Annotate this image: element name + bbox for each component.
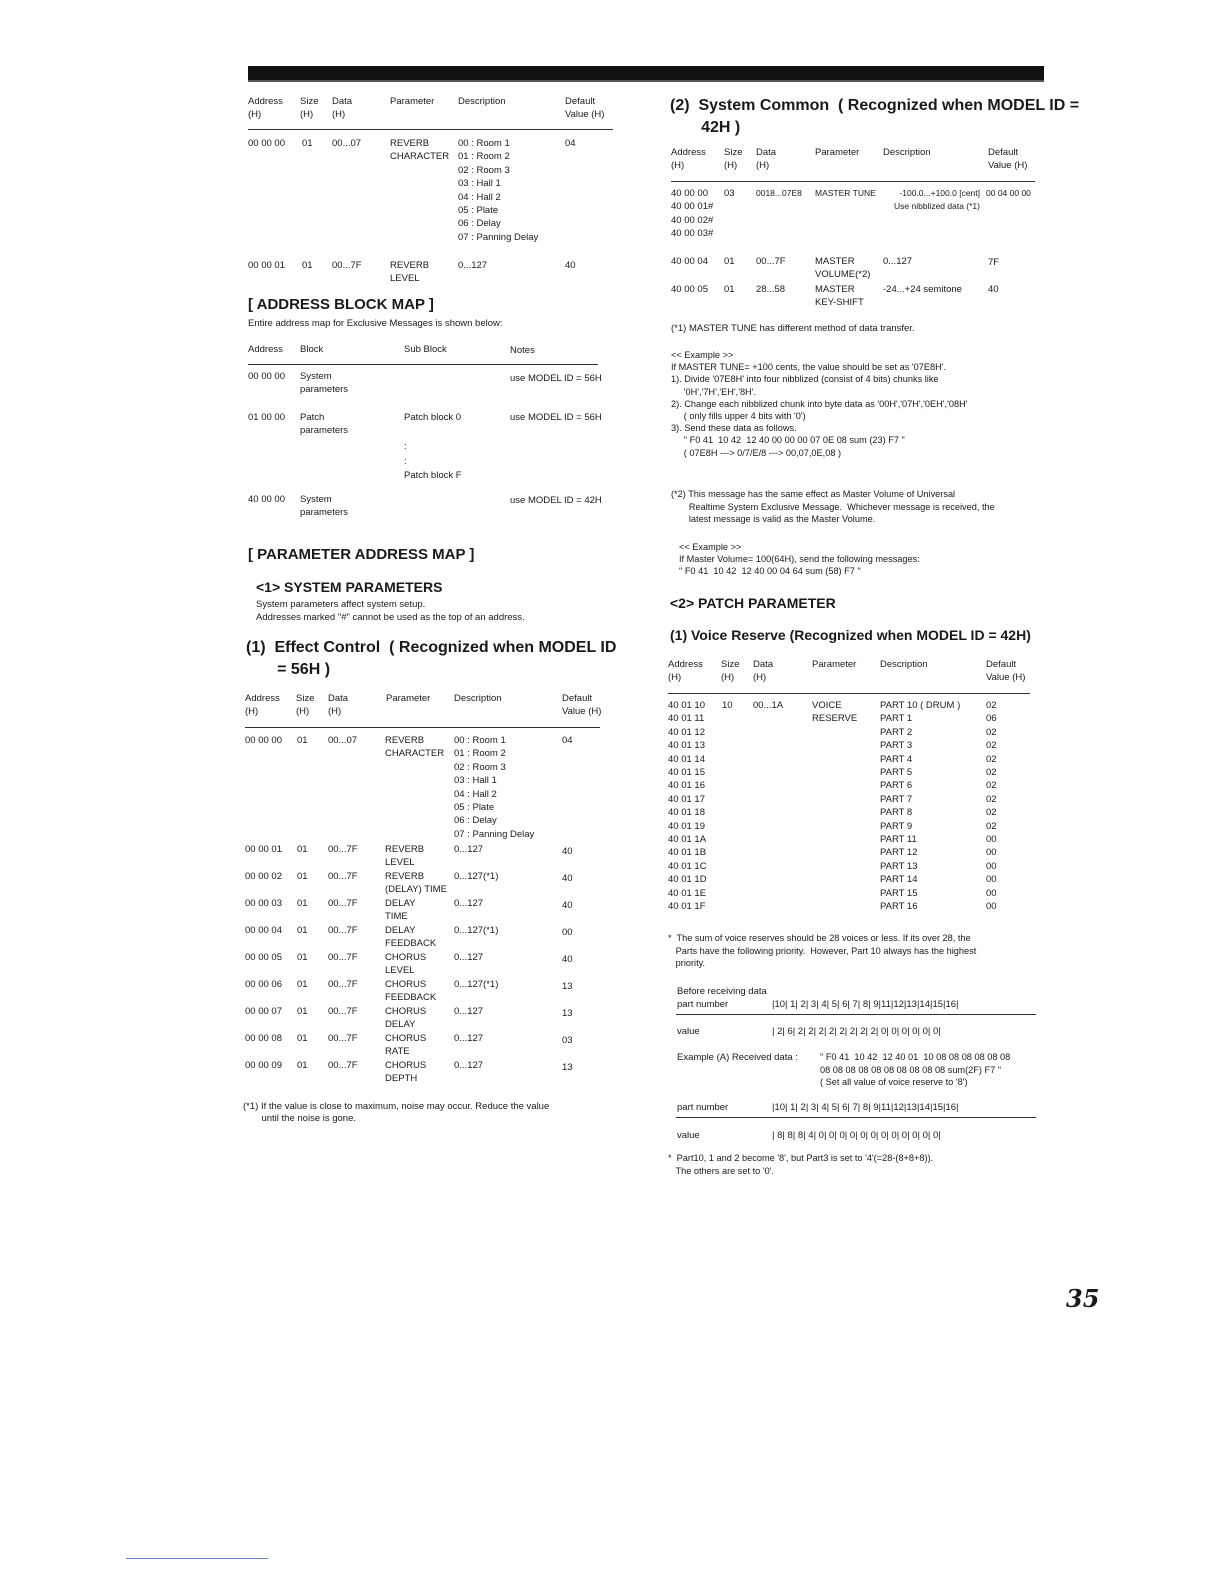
cell-notes: use MODEL ID = 56H <box>510 373 602 384</box>
cell-description: 0...127 <box>454 1060 484 1071</box>
col-description: Description <box>880 659 928 670</box>
col-parameter: Parameter <box>386 693 431 704</box>
cell-default: 04 <box>562 735 573 746</box>
cell-description: -100.0...+100.0 [cent] Use nibblized data (*1) <box>894 188 980 212</box>
col-notes: Notes <box>510 345 535 356</box>
col-parameter: Parameter <box>815 147 860 158</box>
cell-size: 01 <box>297 898 308 909</box>
divider <box>668 693 1030 694</box>
cell-description: 0...127(*1) <box>454 871 499 882</box>
example-a-label: Example (A) Received data : <box>677 1052 798 1063</box>
cell-size: 01 <box>297 1060 308 1071</box>
cell-size: 03 <box>724 188 735 199</box>
col-address: Address (H) <box>668 659 703 683</box>
cell-default: 7F <box>988 257 1000 268</box>
cell-address: 00 00 08 <box>245 1033 282 1044</box>
cell-size: 01 <box>297 979 308 990</box>
cell-description: 0...127 <box>454 952 484 963</box>
divider <box>671 181 1035 182</box>
cell-description: 0...127 <box>883 256 913 267</box>
cell-size: 01 <box>724 256 735 267</box>
cell-size: 01 <box>297 1006 308 1017</box>
patch-parameter-title: <2> PATCH PARAMETER <box>670 595 836 611</box>
col-parameter: Parameter <box>812 659 857 670</box>
cell-data: 00...7F <box>328 898 358 909</box>
cell-data: 00...7F <box>328 844 358 855</box>
address-block-map-title: [ ADDRESS BLOCK MAP ] <box>248 296 434 313</box>
cell-parameter: REVERB LEVEL <box>390 260 430 285</box>
cell-parameter: REVERB CHARACTER <box>390 138 450 163</box>
cell-parameter: CHORUS RATE <box>385 1033 427 1058</box>
cell-parameter: REVERB (DELAY) TIME <box>385 871 447 896</box>
col-address: Address (H) <box>248 96 283 120</box>
cell-address: 00 00 05 <box>245 952 282 963</box>
cell-data: 28...58 <box>756 284 786 295</box>
header-rule-thin <box>248 80 1044 82</box>
system-parameters-text: System parameters affect system setup. <box>256 599 426 610</box>
col-default: Default Value (H) <box>988 147 1028 171</box>
cell-default: 40 <box>562 846 573 857</box>
cell-parameter: CHORUS DEPTH <box>385 1060 427 1085</box>
address-block-map-intro: Entire address map for Exclusive Messages is shown below: <box>248 318 503 329</box>
cell-description: 0...127(*1) <box>454 925 499 936</box>
footer-rule <box>126 1558 268 1559</box>
master-tune-note: (*1) MASTER TUNE has different method of data transfer. <box>671 323 915 334</box>
cell-description: 0...127 <box>454 1033 484 1044</box>
col-size: Size (H) <box>724 147 743 171</box>
cell-description: 00 : Room 1 01 : Room 2 02 : Room 3 03 : Hall 1 04 : Hall 2 05 : Plate 06 : Delay 07 : Panning Delay <box>454 735 535 840</box>
cell-parameter: VOICE RESERVE <box>812 700 858 725</box>
cell-address: 00 00 02 <box>245 871 282 882</box>
cell-address: 40 00 05 <box>671 284 708 295</box>
example-a-data: " F0 41 10 42 12 40 01 10 08 08 08 08 08 08 08 08 08 08 08 08 08 08 08 08 sum(2F) F7 " ( Set all value of voice reserve to '8') <box>820 1052 1011 1087</box>
value-label: value <box>677 1026 700 1037</box>
col-sub-block: Sub Block <box>404 344 447 355</box>
cell-block: Patch parameters <box>300 412 349 437</box>
col-size: Size (H) <box>296 693 315 717</box>
cell-address: 40 00 04 <box>671 256 708 267</box>
cell-data: 00...7F <box>328 979 358 990</box>
cell-parameter: DELAY FEEDBACK <box>385 925 437 950</box>
col-default: Default Value (H) <box>986 659 1026 683</box>
cell-size: 01 <box>297 844 308 855</box>
cell-data: 00...7F <box>756 256 786 267</box>
divider <box>676 1014 1036 1015</box>
system-common-title: (2) System Common ( Recognized when MODEL ID = 42H ) <box>670 97 1080 136</box>
col-address: Address (H) <box>245 693 280 717</box>
cell-size: 01 <box>297 925 308 936</box>
before-receiving: Before receiving data <box>677 986 767 997</box>
cell-description: 0...127 <box>454 844 484 855</box>
part-number-label: part number <box>677 1102 729 1113</box>
col-address: Address <box>248 344 283 355</box>
col-description: Description <box>883 147 931 158</box>
cell-address: 40 00 00 <box>248 494 285 505</box>
cell-size: 01 <box>302 138 313 149</box>
cell-address: 00 00 03 <box>245 898 282 909</box>
cell-size: 01 <box>297 871 308 882</box>
page-number: 35 <box>1066 1284 1100 1313</box>
cell-default: 40 <box>988 284 999 295</box>
col-description: Description <box>458 96 506 107</box>
cell-sub-block: Patch block 0 : : Patch block F <box>404 412 462 481</box>
cell-address: 40 01 10 40 01 11 40 01 12 40 01 13 40 01 14 40 01 15 40 01 16 40 01 17 40 01 18 40 01 19 40 01 1A 40 01 1B 40 01 1C 40 01 1D 40 01 1E 40 01 1F <box>668 700 707 913</box>
example-master-tune: << Example >> If MASTER TUNE= +100 cents, the value should be set as '07E8H'. 1). Divide '07E8H' into four nibblized (consist of 4 bits) chunks like '0H','7H','EH','8H'. 2). Change each nibblized chunk into byte data as '00H','07H','0EH','08H' ( only fills upper 4 bits with '0') 3). Send these data as follows. " F0 41 10 42 12 40 00 00 00 07 0E 08 sum (23) F7 " ( 07E8H ---> 0/7/E/8 ---> 00,07,0E,08 ) <box>671 350 968 458</box>
parameter-address-map-title: [ PARAMETER ADDRESS MAP ] <box>248 546 475 563</box>
cell-address: 01 00 00 <box>248 412 285 423</box>
col-data: Data (H) <box>753 659 774 683</box>
col-data: Data (H) <box>328 693 349 717</box>
cell-data: 00...7F <box>328 1033 358 1044</box>
divider <box>245 727 600 728</box>
divider <box>248 129 613 130</box>
example-master-volume: << Example >> If Master Volume= 100(64H), send the following messages: " F0 41 10 42 12 40 00 04 64 sum (58) F7 " <box>679 542 920 576</box>
cell-address: 00 00 09 <box>245 1060 282 1071</box>
cell-default: 13 <box>562 1062 573 1073</box>
voice-reserve-note: * The sum of voice reserves should be 28 voices or less. If its over 28, the Parts have the following priority. However, Part 10 always has the highest priority. <box>668 933 977 968</box>
cell-parameter: MASTER VOLUME(*2) <box>815 256 871 281</box>
cell-data: 00...7F <box>328 952 358 963</box>
cell-data: 00...7F <box>332 260 362 271</box>
cell-default: 04 <box>565 138 576 149</box>
cell-default: 13 <box>562 981 573 992</box>
cell-data: 00...1A <box>753 700 784 711</box>
cell-size: 01 <box>297 735 308 746</box>
value-values: | 2| 6| 2| 2| 2| 2| 2| 2| 2| 2| 0| 0| 0| 0| 0| 0| <box>772 1026 941 1037</box>
cell-default: 00 <box>562 927 573 938</box>
cell-data: 00...7F <box>328 1006 358 1017</box>
cell-block: System parameters <box>300 494 349 519</box>
col-data: Data (H) <box>332 96 353 120</box>
effect-note: (*1) If the value is close to maximum, noise may occur. Reduce the value until the noise is gone. <box>243 1101 550 1124</box>
voice-reserve-title: (1) Voice Reserve (Recognized when MODEL ID = 42H) <box>670 627 1031 643</box>
cell-address: 00 00 04 <box>245 925 282 936</box>
cell-address: 40 00 00 40 00 01# 40 00 02# 40 00 03# <box>671 188 714 240</box>
system-parameters-note: Addresses marked "#" cannot be used as the top of an address. <box>256 612 525 623</box>
cell-default: 00 04 00 00 <box>986 188 1031 198</box>
cell-address: 00 00 00 <box>248 371 285 382</box>
cell-default: 40 <box>562 954 573 965</box>
cell-data: 00...7F <box>328 871 358 882</box>
master-volume-note: (*2) This message has the same effect as Master Volume of Universal Realtime System Exclusive Message. Whichever message is received, the latest message is valid as the Master Volume. <box>671 489 995 525</box>
cell-data: 00...7F <box>328 1060 358 1071</box>
cell-parameter: REVERB CHARACTER <box>385 735 445 760</box>
cell-size: 01 <box>297 1033 308 1044</box>
cell-address: 00 00 07 <box>245 1006 282 1017</box>
cell-default: 03 <box>562 1035 573 1046</box>
cell-parameter: REVERB LEVEL <box>385 844 425 869</box>
cell-data: 00...7F <box>328 925 358 936</box>
cell-description: -24...+24 semitone <box>883 284 962 295</box>
cell-default: 40 <box>565 260 576 271</box>
cell-address: 00 00 06 <box>245 979 282 990</box>
cell-default: 13 <box>562 1008 573 1019</box>
cell-default: 40 <box>562 900 573 911</box>
cell-description: 0...127(*1) <box>454 979 499 990</box>
cell-size: 01 <box>297 952 308 963</box>
col-size: Size (H) <box>721 659 740 683</box>
cell-address: 00 00 00 <box>248 138 285 149</box>
cell-description: 0...127 <box>454 1006 484 1017</box>
cell-size: 01 <box>724 284 735 295</box>
cell-data: 00...07 <box>328 735 358 746</box>
cell-parameter: MASTER TUNE <box>815 188 876 198</box>
cell-description: 0...127 <box>458 260 488 271</box>
cell-parameter: CHORUS DELAY <box>385 1006 427 1031</box>
cell-data: 00...07 <box>332 138 362 149</box>
effect-control-title: (1) Effect Control ( Recognized when MODEL ID = 56H ) <box>246 639 617 678</box>
value-values: | 8| 8| 8| 4| 0| 0| 0| 0| 0| 0| 0| 0| 0| 0| 0| 0| <box>772 1130 941 1141</box>
col-default: Default Value (H) <box>562 693 602 717</box>
col-description: Description <box>454 693 502 704</box>
cell-description: 0...127 <box>454 898 484 909</box>
cell-parameter: CHORUS LEVEL <box>385 952 427 977</box>
col-default: Default Value (H) <box>565 96 605 120</box>
cell-address: 00 00 00 <box>245 735 282 746</box>
cell-default: 40 <box>562 873 573 884</box>
part-number-label: part number <box>677 999 729 1010</box>
divider <box>676 1117 1036 1118</box>
cell-address: 00 00 01 <box>245 844 282 855</box>
cell-size: 01 <box>302 260 313 271</box>
col-size: Size (H) <box>300 96 319 120</box>
part-number-values: |10| 1| 2| 3| 4| 5| 6| 7| 8| 9|11|12|13|14|15|16| <box>772 999 959 1010</box>
cell-block: System parameters <box>300 371 349 396</box>
part-number-values: |10| 1| 2| 3| 4| 5| 6| 7| 8| 9|11|12|13|14|15|16| <box>772 1102 959 1113</box>
cell-default: 02 06 02 02 02 02 02 02 02 02 00 00 00 00 00 00 <box>986 700 997 913</box>
cell-notes: use MODEL ID = 56H <box>510 412 602 423</box>
col-address: Address (H) <box>671 147 706 171</box>
col-data: Data (H) <box>756 147 777 171</box>
cell-address: 00 00 01 <box>248 260 285 271</box>
cell-size: 10 <box>722 700 733 711</box>
cell-parameter: CHORUS FEEDBACK <box>385 979 437 1004</box>
col-parameter: Parameter <box>390 96 435 107</box>
final-note: * Part10, 1 and 2 become '8', but Part3 is set to '4'(=28-(8+8+8)). The others are set to '0'. <box>668 1153 934 1176</box>
cell-parameter: DELAY TIME <box>385 898 416 923</box>
col-block: Block <box>300 344 324 355</box>
divider <box>248 364 598 365</box>
system-parameters-title: <1> SYSTEM PARAMETERS <box>256 579 443 595</box>
cell-notes: use MODEL ID = 42H <box>510 495 602 506</box>
cell-parameter: MASTER KEY-SHIFT <box>815 284 864 309</box>
cell-description: 00 : Room 1 01 : Room 2 02 : Room 3 03 : Hall 1 04 : Hall 2 05 : Plate 06 : Delay 07 : Panning Delay <box>458 138 539 243</box>
value-label: value <box>677 1130 700 1141</box>
cell-description: PART 10 ( DRUM ) PART 1 PART 2 PART 3 PART 4 PART 5 PART 6 PART 7 PART 8 PART 9 PART 11 PART 12 PART 13 PART 14 PART 15 PART 16 <box>880 700 961 913</box>
cell-data: 0018...07E8 <box>756 188 802 198</box>
header-rule <box>248 66 1044 80</box>
